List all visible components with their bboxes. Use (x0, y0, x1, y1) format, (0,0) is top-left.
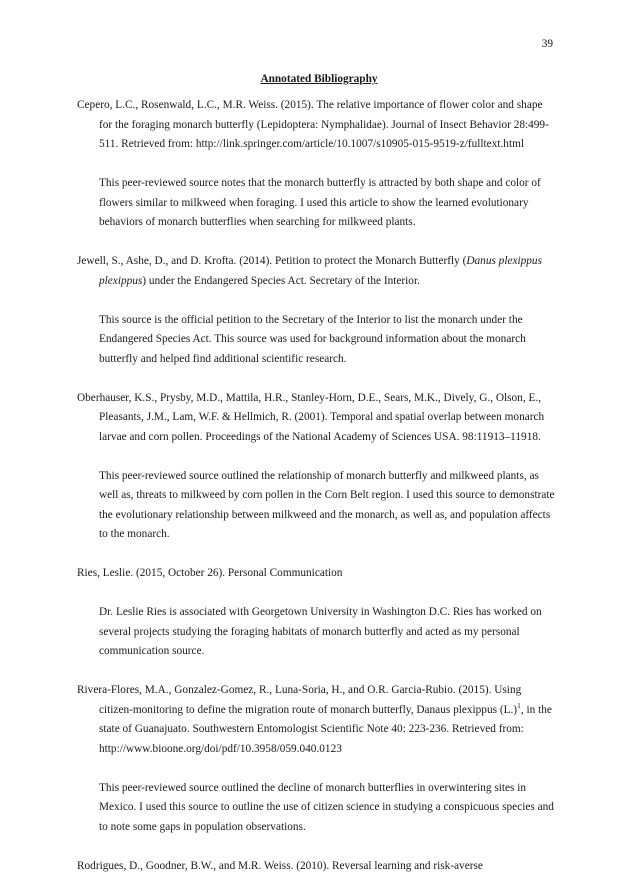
citation-text: , in the state of Guanajuato. Southwestern Entomologist Scientific Note 40: 223-236. Retrieved from: http://www.bioone.org/doi/pdf/10.3958/059.040.0123 (99, 703, 552, 755)
page-number: 39 (541, 38, 553, 50)
superscript: 1 (517, 700, 521, 710)
annotation: Dr. Leslie Ries is associated with Georgetown University in Washington D.C. Ries has worked on several projects studying the foraging habitats of monarch butterfly and acted as my personal communication source. (99, 606, 542, 657)
bibliography-entry-rivera-flores (77, 681, 555, 837)
bibliography-entry-ries (77, 564, 555, 662)
annotation: This peer-reviewed source notes that the monarch butterfly is attracted by both shape and color of flowers similar to milkweed when foraging. I used this article to show the learned evolutionary behaviors of monarch butterflies when searching for milkweed plants. (99, 177, 541, 228)
bibliography-entry-cepero (77, 96, 555, 233)
bibliography-entry-jewell (77, 252, 555, 369)
citation: Oberhauser, K.S., Prysby, M.D., Mattila, H.R., Stanley-Horn, D.E., Sears, M.K., Dively, G., Olson, E., Pleasants, J.M., Lam, W.F. & Hellmich, R. (2001). Temporal and spatial overlap between monarch larvae and corn pollen. Proceedings of the National Academy of Sciences USA. 98:11913–11918. (77, 391, 545, 443)
citation: Rodrigues, D., Goodner, B.W., and M.R. Weiss. (2010). Reversal learning and risk-averse (77, 859, 483, 872)
annotation: This peer-reviewed source outlined the relationship of monarch butterfly and milkweed plants, as well as, threats to milkweed by corn pollen in the Corn Belt region. I used this source to demonstrate the evolutionary relationship between milkweed and the monarch, as well as, and population affects to the monarch. (99, 469, 555, 540)
citation (77, 252, 555, 291)
bibliography-list (77, 96, 555, 896)
bibliography-entry-oberhauser (77, 389, 555, 545)
citation-text: ) under the Endangered Species Act. Secretary of the Interior. (142, 274, 420, 287)
species-name: Danus plexippus plexippus (99, 255, 542, 287)
citation-text: Rivera-Flores, M.A., Gonzalez-Gomez, R., Luna-Soria, H., and O.R. Garcia-Rubio. (2015). Using citizen-monitoring to define the migration route of monarch butterfly, Danaus plexippus (L.) (77, 684, 522, 716)
annotation: This peer-reviewed source outlined the decline of monarch butterflies in overwintering sites in Mexico. I used this source to outline the use of citizen science in studying a conspicuous species and to note some gaps in population observations. (99, 781, 554, 833)
citation: Cepero, L.C., Rosenwald, L.C., M.R. Weiss. (2015). The relative importance of flower color and shape for the foraging monarch butterfly (Lepidoptera: Nymphalidae). Journal of Insect Behavior 28:499-511. Retrieved from: http://link.springer.com/article/10.1007/s10905-015-9519-z/fulltext.html (77, 99, 549, 150)
annotation: This source is the official petition to the Secretary of the Interior to list the monarch under the Endangered Species Act. This source was used for background information about the monarch butterfly and helped find additional scientific research. (99, 313, 526, 365)
citation: Ries, Leslie. (2015, October 26). Personal Communication (77, 567, 343, 579)
citation (77, 681, 555, 759)
citation-text: Jewell, S., Ashe, D., and D. Krofta. (2014). Petition to protect the Monarch Butterfly ( (77, 255, 467, 267)
bibliography-entry-rodrigues (77, 857, 555, 877)
page-title: Annotated Bibliography (260, 73, 378, 85)
